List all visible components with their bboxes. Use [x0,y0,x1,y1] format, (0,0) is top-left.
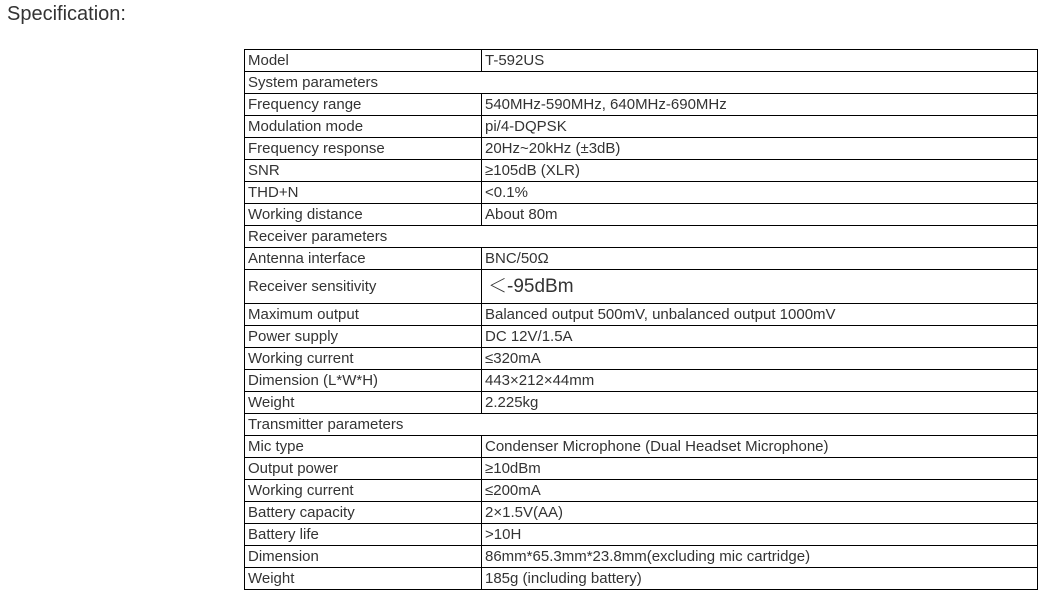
spec-row [245,50,1038,72]
spec-label: Frequency response [245,138,482,160]
spec-label: Receiver sensitivity [245,270,482,304]
spec-row [245,502,1038,524]
spec-label: SNR [245,160,482,182]
spec-value: pi/4-DQPSK [482,116,1038,138]
spec-label: Battery capacity [245,502,482,524]
spec-label: Dimension (L*W*H) [245,370,482,392]
spec-value: ≥10dBm [482,458,1038,480]
spec-value: BNC/50Ω [482,248,1038,270]
spec-value: Condenser Microphone (Dual Headset Microphone) [482,436,1038,458]
spec-row [245,348,1038,370]
spec-value: 86mm*65.3mm*23.8mm(excluding mic cartridge) [482,546,1038,568]
section-row [245,72,1038,94]
spec-value: ≥105dB (XLR) [482,160,1038,182]
spec-row [245,182,1038,204]
section-row [245,414,1038,436]
spec-row [245,546,1038,568]
spec-row [245,458,1038,480]
page-title: Specification: [7,3,126,25]
spec-row [245,480,1038,502]
spec-label: Working current [245,348,482,370]
spec-value: About 80m [482,204,1038,226]
section-label: Transmitter parameters [245,414,1038,436]
spec-label: Dimension [245,546,482,568]
spec-label: Mic type [245,436,482,458]
section-row [245,226,1038,248]
spec-value: DC 12V/1.5A [482,326,1038,348]
spec-row [245,116,1038,138]
spec-label: Modulation mode [245,116,482,138]
spec-value: 2×1.5V(AA) [482,502,1038,524]
specification-table [244,49,1038,590]
spec-value: >10H [482,524,1038,546]
spec-label: Battery life [245,524,482,546]
spec-table-body [245,50,1038,590]
spec-row [245,524,1038,546]
spec-label: THD+N [245,182,482,204]
spec-value: 443×212×44mm [482,370,1038,392]
spec-row [245,94,1038,116]
spec-row [245,326,1038,348]
spec-value: <0.1% [482,182,1038,204]
spec-row [245,204,1038,226]
spec-row [245,370,1038,392]
spec-row [245,270,1038,304]
spec-label: Maximum output [245,304,482,326]
spec-label: Working current [245,480,482,502]
spec-value: 20Hz~20kHz (±3dB) [482,138,1038,160]
section-label: System parameters [245,72,1038,94]
spec-label: Model [245,50,482,72]
spec-row [245,392,1038,414]
spec-row [245,568,1038,590]
spec-row [245,436,1038,458]
spec-value: 2.225kg [482,392,1038,414]
spec-row [245,304,1038,326]
spec-label: Working distance [245,204,482,226]
section-label: Receiver parameters [245,226,1038,248]
spec-label: Frequency range [245,94,482,116]
spec-row [245,138,1038,160]
spec-value: ≤200mA [482,480,1038,502]
spec-value: ≤320mA [482,348,1038,370]
spec-value: Balanced output 500mV, unbalanced output 1000mV [482,304,1038,326]
spec-label: Weight [245,392,482,414]
spec-label: Output power [245,458,482,480]
spec-value: 540MHz-590MHz, 640MHz-690MHz [482,94,1038,116]
spec-label: Antenna interface [245,248,482,270]
spec-value: ＜-95dBm [482,270,1038,304]
spec-value: 185g (including battery) [482,568,1038,590]
spec-row [245,160,1038,182]
spec-row [245,248,1038,270]
spec-label: Weight [245,568,482,590]
spec-label: Power supply [245,326,482,348]
spec-value: T-592US [482,50,1038,72]
